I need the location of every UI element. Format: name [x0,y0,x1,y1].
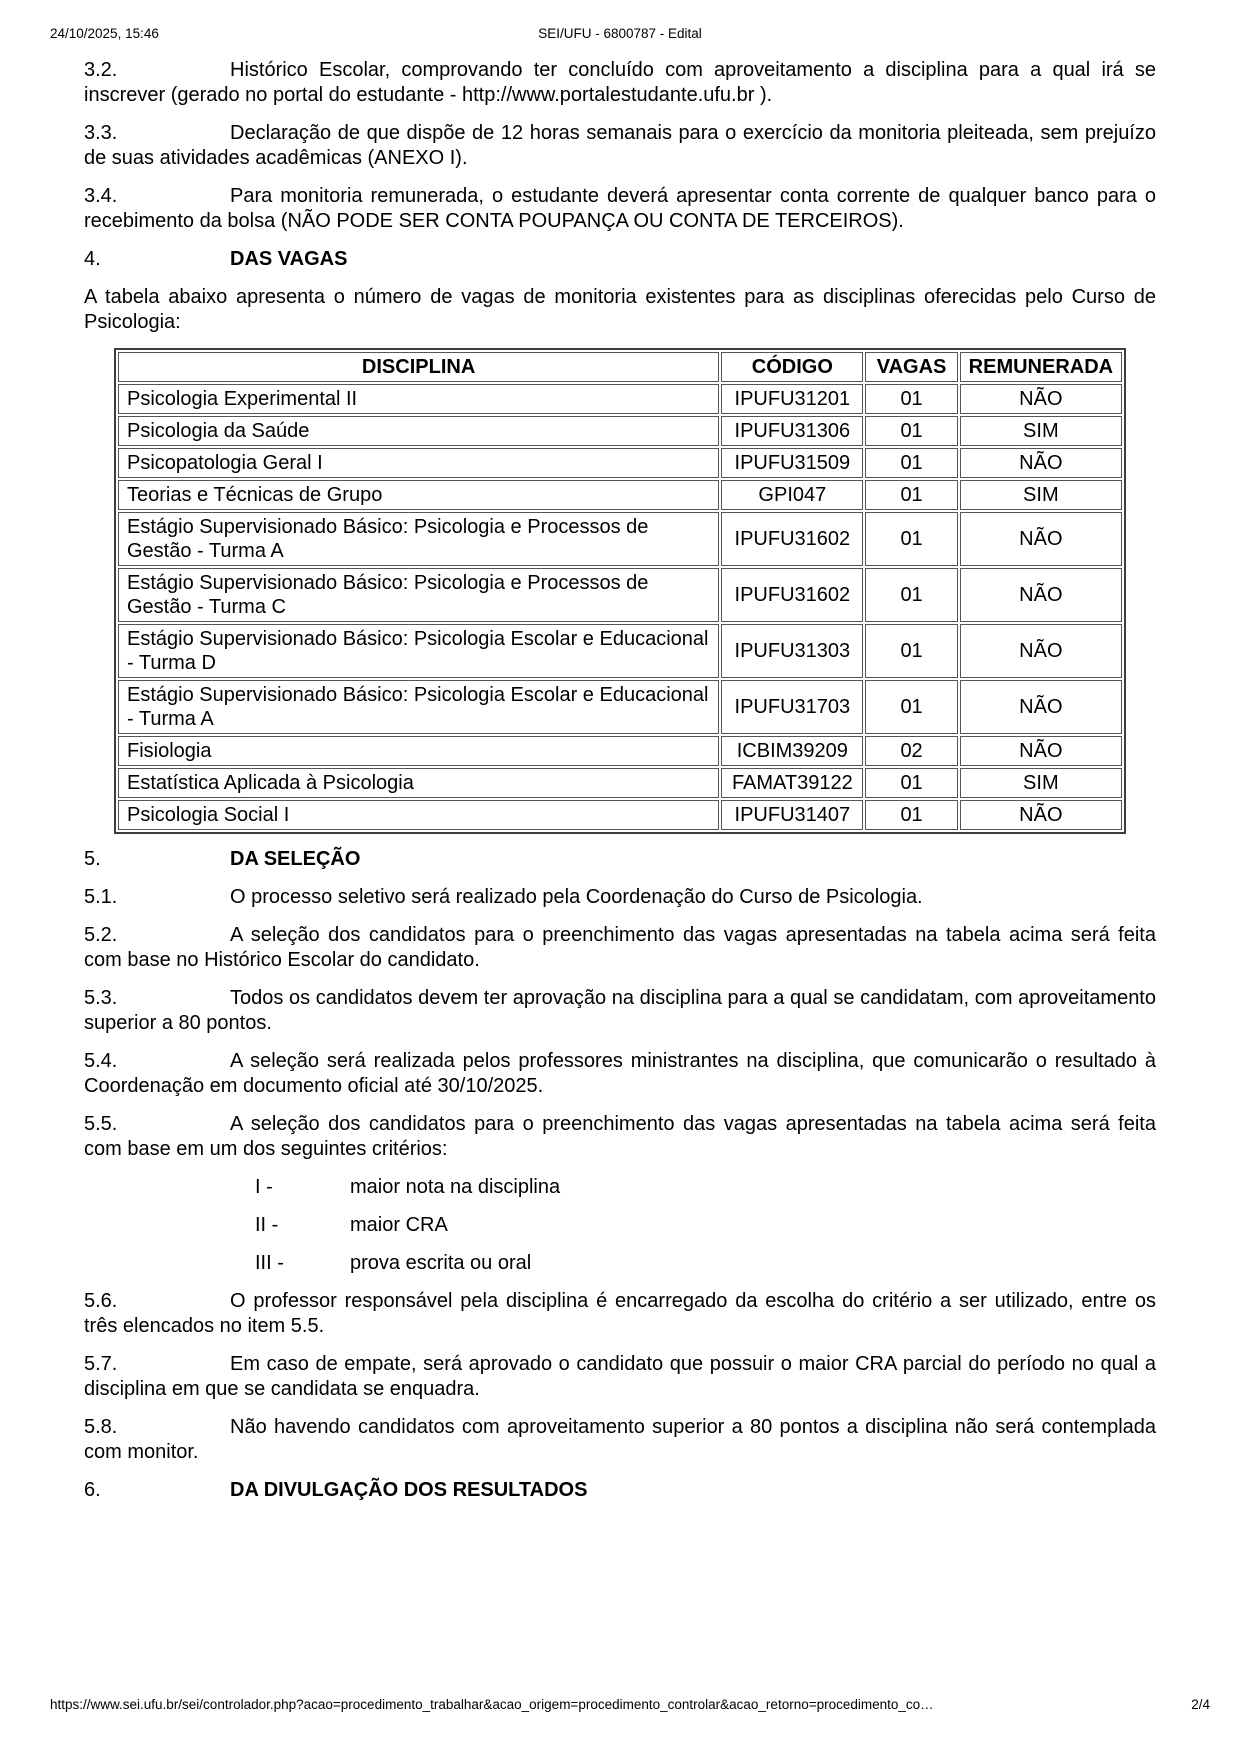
paragraph-number: 5.7. [84,1353,118,1375]
column-header-vagas: VAGAS [865,352,957,382]
cell-disciplina: Psicologia Experimental II [118,384,719,414]
paragraph-text: A seleção dos candidatos para o preenchimento das vagas apresentadas na tabela acima será feita com base no Histórico Escolar do candidato. [84,924,1156,971]
paragraph-3-3 [84,121,1156,171]
table-row [118,384,1122,414]
paragraph-text: Declaração de que dispõe de 12 horas semanais para o exercício da monitoria pleiteada, sem prejuízo de suas atividades acadêmicas (ANEXO I). [84,122,1156,169]
cell-remunerada: NÃO [960,384,1122,414]
table-row [118,680,1122,734]
table-row [118,568,1122,622]
paragraph-5-1 [84,885,1156,910]
cell-disciplina: Estágio Supervisionado Básico: Psicologia e Processos de Gestão - Turma A [118,512,719,566]
cell-codigo: FAMAT39122 [721,768,863,798]
paragraph-5-3 [84,986,1156,1036]
section-number: 5. [84,848,101,870]
paragraph-number: 5.1. [84,886,118,908]
column-header-disciplina: DISCIPLINA [118,352,719,382]
cell-disciplina: Fisiologia [118,736,719,766]
table-row [118,768,1122,798]
cell-codigo: IPUFU31306 [721,416,863,446]
cell-vagas: 01 [865,568,957,622]
paragraph-text: Para monitoria remunerada, o estudante deverá apresentar conta corrente de qualquer banco para o recebimento da bolsa (NÃO PODE SER CONTA POUPANÇA OU CONTA DE TERCEIROS). [84,185,1156,232]
cell-remunerada: NÃO [960,680,1122,734]
column-header-remunerada: REMUNERADA [960,352,1122,382]
criterion-text: prova escrita ou oral [350,1252,532,1274]
cell-codigo: IPUFU31602 [721,512,863,566]
cell-vagas: 01 [865,512,957,566]
section-title: DA DIVULGAÇÃO DOS RESULTADOS [230,1479,588,1501]
cell-remunerada: NÃO [960,624,1122,678]
paragraph-5-8 [84,1415,1156,1465]
cell-vagas: 01 [865,448,957,478]
cell-codigo: IPUFU31602 [721,568,863,622]
paragraph-text: A seleção dos candidatos para o preenchimento das vagas apresentadas na tabela acima será feita com base em um dos seguintes critérios: [84,1113,1156,1160]
cell-codigo: IPUFU31703 [721,680,863,734]
section-number: 6. [84,1479,101,1501]
cell-remunerada: NÃO [960,512,1122,566]
header-datetime: 24/10/2025, 15:46 [50,26,159,41]
paragraph-5-6 [84,1289,1156,1339]
table-row [118,512,1122,566]
cell-vagas: 01 [865,624,957,678]
cell-disciplina: Estágio Supervisionado Básico: Psicologia Escolar e Educacional - Turma D [118,624,719,678]
paragraph-text: Todos os candidatos devem ter aprovação na disciplina para a qual se candidatam, com aproveitamento superior a 80 pontos. [84,987,1156,1034]
section-4-heading [84,247,1156,272]
table-row [118,736,1122,766]
paragraph-number: 5.5. [84,1113,118,1135]
cell-vagas: 01 [865,384,957,414]
criterion-item-1 [255,1175,1156,1200]
paragraph-5-4 [84,1049,1156,1099]
page-footer [50,1697,1210,1713]
paragraph-number: 5.6. [84,1290,118,1312]
cell-vagas: 01 [865,416,957,446]
paragraph-number: 5.8. [84,1416,118,1438]
header-doc-title: SEI/UFU - 6800787 - Edital [538,26,702,41]
cell-remunerada: SIM [960,480,1122,510]
table-row [118,624,1122,678]
cell-remunerada: SIM [960,416,1122,446]
cell-vagas: 01 [865,680,957,734]
paragraph-text: Em caso de empate, será aprovado o candidato que possuir o maior CRA parcial do período no qual a disciplina em que se candidata se enquadra. [84,1353,1156,1400]
footer-url: https://www.sei.ufu.br/sei/controlador.php?acao=procedimento_trabalhar&acao_origem=procedimento_controlar&acao_retorno=procedimento_co… [50,1697,934,1712]
paragraph-text: Histórico Escolar, comprovando ter concluído com aproveitamento a disciplina para a qual irá se inscrever (gerado no portal do estudante - http://www.portalestudante.ufu.br ). [84,59,1156,106]
paragraph-3-4 [84,184,1156,234]
paragraph-text: O processo seletivo será realizado pela Coordenação do Curso de Psicologia. [230,886,923,908]
cell-disciplina: Estágio Supervisionado Básico: Psicologia Escolar e Educacional - Turma A [118,680,719,734]
section-title: DAS VAGAS [230,248,348,270]
criterion-numeral: I - [255,1176,273,1198]
criterion-text: maior nota na disciplina [350,1176,561,1198]
table-row [118,416,1122,446]
cell-disciplina: Psicopatologia Geral I [118,448,719,478]
paragraph-5-2 [84,923,1156,973]
section-6-heading [84,1478,1156,1503]
criterion-numeral: II - [255,1214,279,1236]
cell-disciplina: Psicologia Social I [118,800,719,830]
criterion-text: maior CRA [350,1214,448,1236]
paragraph-5-5 [84,1112,1156,1162]
table-row [118,448,1122,478]
cell-codigo: IPUFU31407 [721,800,863,830]
cell-remunerada: NÃO [960,448,1122,478]
section-number: 4. [84,248,101,270]
cell-remunerada: NÃO [960,800,1122,830]
paragraph-text: A seleção será realizada pelos professores ministrantes na disciplina, que comunicarão o resultado à Coordenação em documento oficial até 30/10/2025. [84,1050,1156,1097]
cell-codigo: ICBIM39209 [721,736,863,766]
vacancies-table [114,348,1126,834]
cell-vagas: 02 [865,736,957,766]
cell-vagas: 01 [865,480,957,510]
paragraph-number: 3.3. [84,122,118,144]
page-header [0,26,1240,42]
cell-codigo: IPUFU31303 [721,624,863,678]
document-body [84,58,1156,1516]
paragraph-number: 5.2. [84,924,118,946]
criterion-numeral: III - [255,1252,284,1274]
criterion-item-2 [255,1213,1156,1238]
cell-vagas: 01 [865,800,957,830]
paragraph-5-7 [84,1352,1156,1402]
column-header-codigo: CÓDIGO [721,352,863,382]
table-intro-paragraph: A tabela abaixo apresenta o número de vagas de monitoria existentes para as disciplinas oferecidas pelo Curso de Psicologia: [84,286,1156,333]
cell-remunerada: SIM [960,768,1122,798]
paragraph-number: 3.4. [84,185,118,207]
criterion-item-3 [255,1251,1156,1276]
paragraph-number: 3.2. [84,59,118,81]
paragraph-number: 5.3. [84,987,118,1009]
paragraph-text: Não havendo candidatos com aproveitamento superior a 80 pontos a disciplina não será contemplada com monitor. [84,1416,1156,1463]
paragraph-text: O professor responsável pela disciplina é encarregado da escolha do critério a ser utilizado, entre os três elencados no item 5.5. [84,1290,1156,1337]
cell-codigo: GPI047 [721,480,863,510]
cell-disciplina: Estatística Aplicada à Psicologia [118,768,719,798]
paragraph-number: 5.4. [84,1050,118,1072]
cell-remunerada: NÃO [960,568,1122,622]
paragraph-3-2 [84,58,1156,108]
cell-disciplina: Psicologia da Saúde [118,416,719,446]
section-title: DA SELEÇÃO [230,848,361,870]
cell-codigo: IPUFU31509 [721,448,863,478]
table-header-row [118,352,1122,382]
cell-vagas: 01 [865,768,957,798]
footer-page-indicator: 2/4 [1191,1697,1210,1712]
cell-codigo: IPUFU31201 [721,384,863,414]
cell-remunerada: NÃO [960,736,1122,766]
cell-disciplina: Teorias e Técnicas de Grupo [118,480,719,510]
table-row [118,480,1122,510]
cell-disciplina: Estágio Supervisionado Básico: Psicologia e Processos de Gestão - Turma C [118,568,719,622]
table-row [118,800,1122,830]
section-5-heading [84,847,1156,872]
